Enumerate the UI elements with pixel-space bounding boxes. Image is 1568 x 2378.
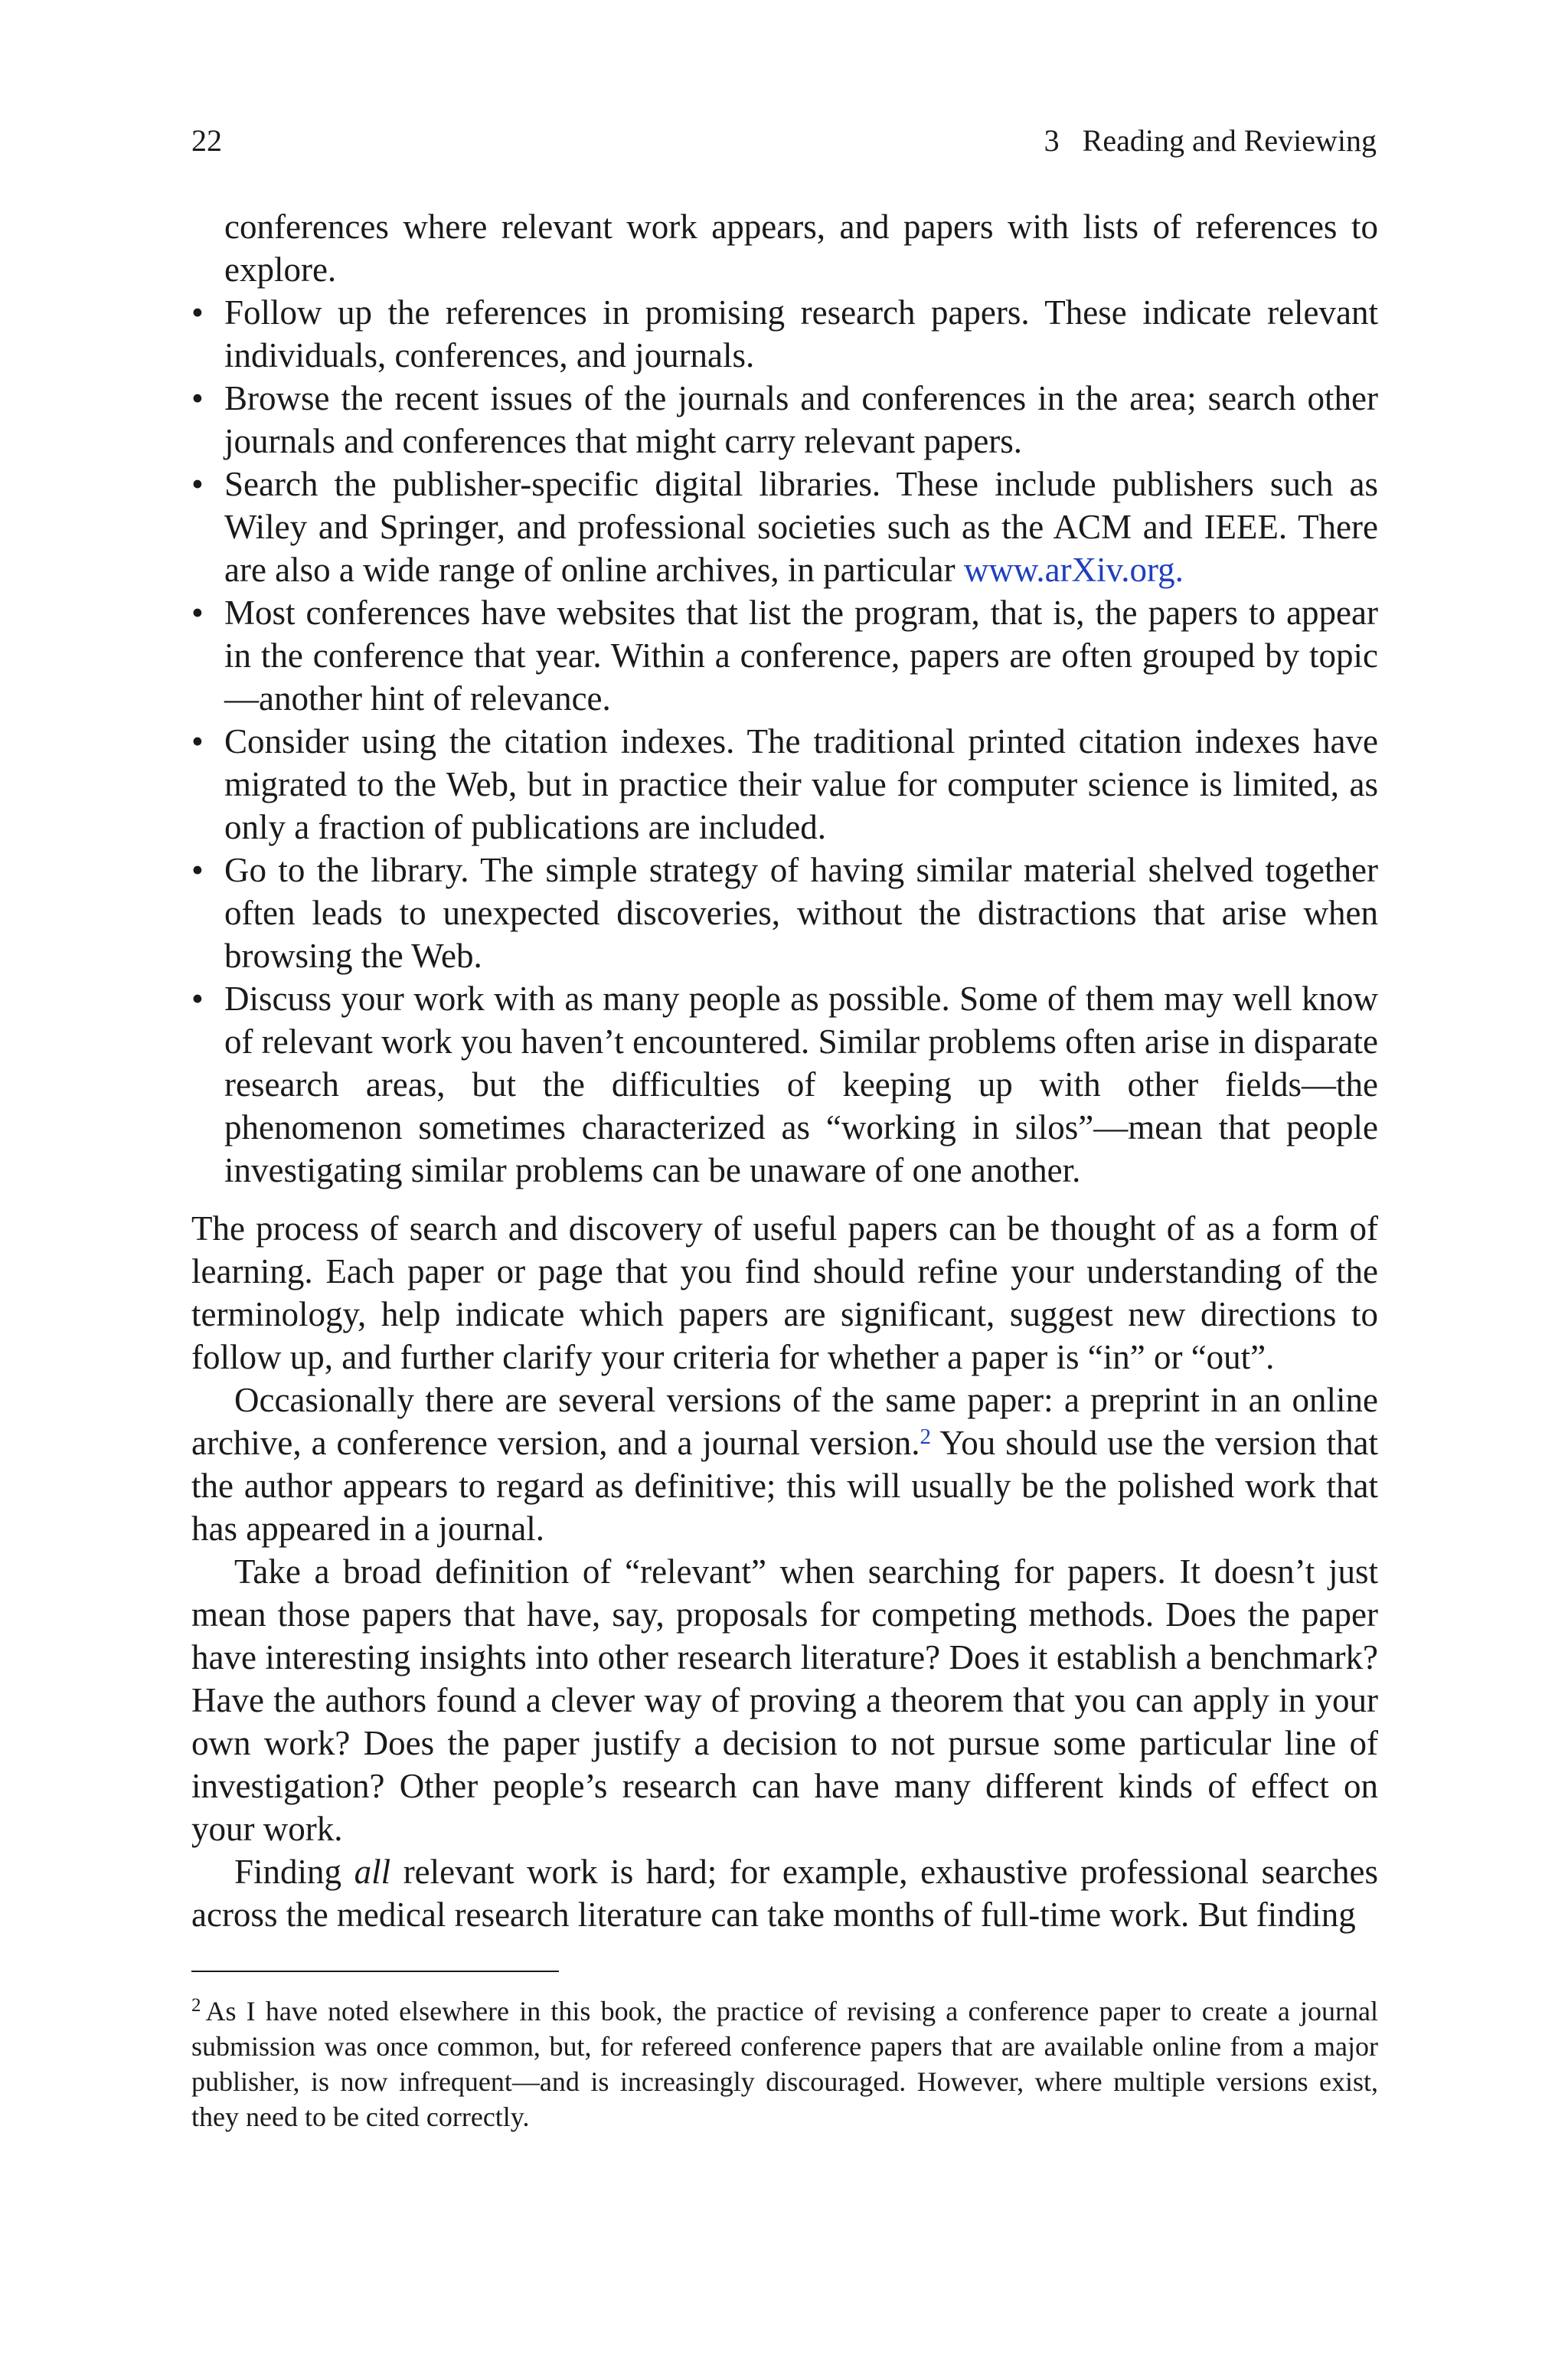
footnote-reference[interactable]: 2 [920,1425,932,1449]
arxiv-link[interactable]: www.arXiv.org [963,551,1175,589]
list-item-text: Most conferences have websites that list the program, that is, the papers to appear in the conference that year. Within a conference, papers are often grouped by topic—another hint of relevance. [224,594,1378,718]
list-item-period: . [1174,551,1184,589]
list-item [191,977,1378,1192]
bullet-icon: • [191,293,204,332]
paragraph-text: Occasionally there are several versions of the same paper: a preprint in an online archive, a conference version, and a journal version. [191,1381,1378,1462]
list-item-text: Discuss your work with as many people as possible. Some of them may well know of relevant work you haven’t encountered. Similar problems often arise in disparate research areas, but the difficulties of keeping up with other fields—the phenomenon sometimes characterized as “working in silos”—mean that people investigating similar problems can be unaware of one another. [224,980,1378,1189]
footnote [191,1994,1378,2134]
paragraph [191,1379,1378,1550]
paragraph: The process of search and discovery of useful papers can be thought of as a form of learning. Each paper or page that you find should refine your understanding of the terminology, help indicate which papers are significant, suggest new directions to follow up, and further clarify your criteria for whether a paper is “in” or “out”. [191,1209,1378,1376]
paragraph-text: Finding [234,1853,354,1891]
list-item [191,720,1378,849]
bullet-icon: • [191,465,204,503]
bullet-icon: • [191,851,204,889]
list-item-text: Follow up the references in promising research papers. These indicate relevant individuals, conferences, and journals. [224,293,1378,375]
list-item [191,291,1378,377]
running-head: 3 Reading and Reviewing [1044,123,1377,158]
bullet-icon: • [191,980,204,1018]
list-item-text: Browse the recent issues of the journals and conferences in the area; search other journals and conferences that might carry relevant papers. [224,379,1378,460]
list-item [191,463,1378,591]
paragraph: Take a broad definition of “relevant” when searching for papers. It doesn’t just mean those papers that have, say, proposals for competing methods. Does the paper have interesting insights into other research literature? Does it establish a benchmark? Have the authors found a clever way of proving a theorem that you can apply in your own work? Does the paper justify a decision to not pursue some particular line of investigation? Other people’s research can have many different kinds of effect on your work. [191,1552,1378,1848]
footnote-text: As I have noted elsewhere in this book, the practice of revising a conference paper to create a journal submission was once common, but, for refereed conference papers that are available online from a major publisher, is now infrequent—and is increasingly discouraged. However, where multiple versions exist, they need to be cited correctly. [191,1996,1378,2132]
list-item [191,377,1378,463]
footnote-divider [191,1971,559,1972]
paragraph-text: relevant work is hard; for example, exhaustive professional searches across the medical research literature can take months of full-time work. But finding [191,1853,1378,1934]
list-item-text: Search the publisher-specific digital libraries. These include publishers such as Wiley and Springer, and professional societies such as the ACM and IEEE. There are also a wide range of online archives, in particular [224,465,1378,589]
bullet-list [191,291,1378,1192]
bullet-continuation: conferences where relevant work appears, and papers with lists of references to explore. [224,208,1378,289]
emphasis: all [354,1853,391,1891]
paragraph-text: You should use the version that the author appears to regard as definitive; this will usually be the polished work that has appeared in a journal. [191,1424,1378,1548]
paragraph [191,1850,1378,1936]
list-item [191,849,1378,977]
page-number: 22 [191,123,222,158]
bullet-icon: • [191,722,204,761]
list-item-text: Consider using the citation indexes. The traditional printed citation indexes have migrated to the Web, but in practice their value for computer science is limited, as only a fraction of publications are included. [224,722,1378,846]
main-text [191,205,1378,1936]
bullet-icon: • [191,379,204,417]
list-item [191,591,1378,720]
bullet-icon: • [191,594,204,632]
list-item-text: Go to the library. The simple strategy of having similar material shelved together often leads to unexpected discoveries, without the distractions that arise when browsing the Web. [224,851,1378,975]
footnote-marker: 2 [191,1995,201,2016]
